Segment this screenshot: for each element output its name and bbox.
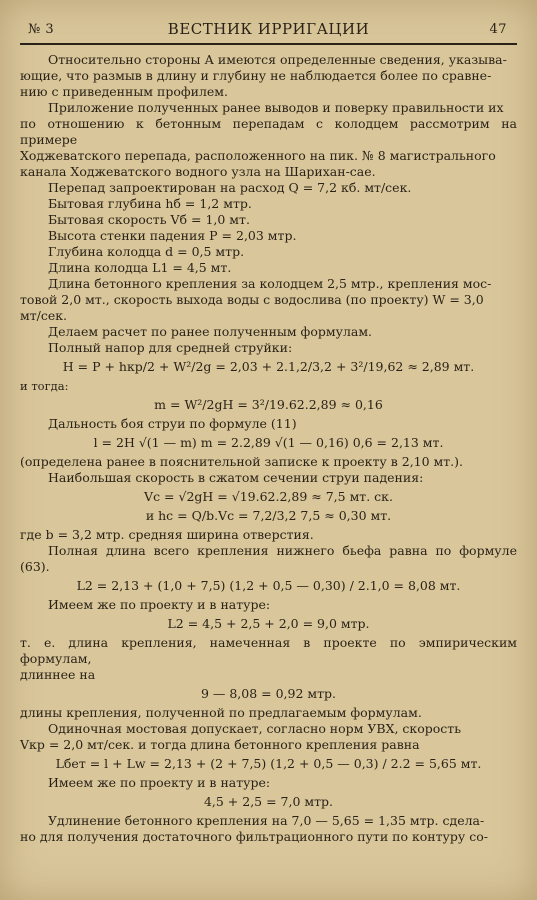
issue-number: № 3 (28, 22, 55, 37)
text-line: Одиночная мостовая допускает, согласно норм УВХ, скорость (48, 721, 462, 736)
text-line: Vкр = 2,0 мт/сек. и тогда длина бетонного крепления равна (20, 737, 420, 752)
text-line: канала Ходжеватского водного узла на Шарихан-сае. (20, 164, 376, 179)
text-line: Ходжеватского перепада, расположенного на пик. № 8 магистрального (20, 148, 496, 163)
page-number: 47 (489, 22, 507, 37)
formula-line: Vc = √2gH = √19.62.2,89 ≈ 7,5 мт. ск. (144, 489, 393, 504)
formula-line: 4,5 + 2,5 = 7,0 мтр. (203, 794, 334, 809)
text-line: Длина бетонного крепления за колодцем 2,5 мтр., крепления мос- (48, 276, 492, 291)
text-line: Глубина колодца d = 0,5 мтр. (48, 244, 245, 259)
formula-line: L2 = 4,5 + 2,5 + 2,0 = 9,0 мтр. (167, 616, 370, 631)
journal-title: ВЕСТНИК ИРРИГАЦИИ (167, 20, 370, 38)
text-line: где b = 3,2 мтр. средняя ширина отверстия. (20, 527, 314, 542)
text-line: Наибольшая скорость в сжатом сечении струи падения: (48, 470, 424, 485)
text-line: Удлинение бетонного крепления на 7,0 — 5,65 = 1,35 мтр. сдела- (48, 813, 485, 828)
article-body (20, 52, 517, 845)
formula-line: L2 = 2,13 + (1,0 + 7,5) (1,2 + 0,5 — 0,30) / 2.1,0 = 8,08 мт. (76, 578, 461, 593)
text-line: т. е. длина крепления, намеченная в проекте по эмпирическим формулам, (20, 635, 517, 666)
text-line: Дальность боя струи по формуле (11) (48, 416, 297, 431)
text-line: Полный напор для средней струйки: (48, 340, 293, 355)
text-line: Имеем же по проекту и в натуре: (48, 597, 271, 612)
formula-line: Lбет = l + Lw = 2,13 + (2 + 7,5) (1,2 + 0,5 — 0,3) / 2.2 = 5,65 мт. (55, 756, 482, 771)
text-line: Длина колодца L1 = 4,5 мт. (48, 260, 232, 275)
header-rule (20, 43, 517, 45)
text-line: ющие, что размыв в длину и глубину не наблюдается более по сравне- (20, 68, 492, 83)
text-line: длины крепления, полученной по предлагаемым формулам. (20, 705, 422, 720)
text-line: длиннее на (20, 667, 96, 682)
text-line: Относительно стороны А имеются определенные сведения, указыва- (48, 52, 507, 67)
text-line: и тогда: (20, 379, 69, 393)
text-line: но для получения достаточного фильтрационного пути по контуру со- (20, 829, 488, 844)
formula-line: l = 2H √(1 — m) m = 2.2,89 √(1 — 0,16) 0,6 = 2,13 мт. (93, 435, 444, 450)
formula-line: 9 — 8,08 = 0,92 мтр. (200, 686, 337, 701)
text-line: Полная длина всего крепления нижнего бьефа равна по формуле (63). (20, 543, 517, 574)
text-line: (определена ранее в пояснительной записке к проекту в 2,10 мт.). (20, 454, 464, 469)
text-line: Делаем расчет по ранее полученным формулам. (48, 324, 373, 339)
text-line: нию с приведенным профилем. (20, 84, 229, 99)
text-line: товой 2,0 мт., скорость выхода воды с водослива (по проекту) W = 3,0 (20, 292, 484, 307)
formula-line: H = P + hкр/2 + W²/2g = 2,03 + 2.1,2/3,2 + 3²/19,62 ≈ 2,89 мт. (62, 359, 475, 374)
text-line: Бытовая глубина hб = 1,2 мтр. (48, 196, 252, 211)
text-line: мт/сек. (20, 308, 68, 323)
text-line: Приложение полученных ранее выводов и поверку правильности их (48, 100, 504, 115)
text-line: Бытовая скорость Vб = 1,0 мт. (48, 212, 250, 227)
text-line: по отношению к бетонным перепадам с колодцем рассмотрим на примере (20, 116, 517, 147)
text-line: Перепад запроектирован на расход Q = 7,2 кб. мт/сек. (48, 180, 412, 195)
text-line: Имеем же по проекту и в натуре: (48, 775, 271, 790)
page-header (20, 18, 517, 40)
text-line: Высота стенки падения P = 2,03 мтр. (48, 228, 297, 243)
formula-line: и hc = Q/b.Vc = 7,2/3,2 7,5 ≈ 0,30 мт. (145, 508, 392, 523)
formula-line: m = W²/2gH = 3²/19.62.2,89 ≈ 0,16 (154, 397, 383, 412)
